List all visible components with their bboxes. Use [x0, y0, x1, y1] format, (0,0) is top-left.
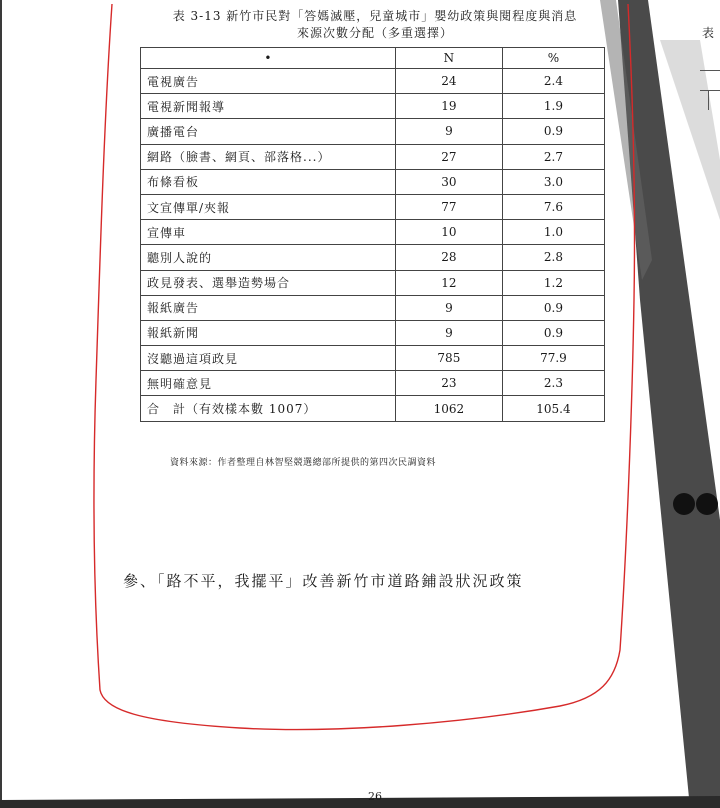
row-percent: 1.0 — [502, 220, 604, 245]
row-n: 9 — [395, 119, 502, 144]
row-n: 24 — [395, 69, 502, 94]
row-percent: 2.7 — [502, 144, 604, 169]
header-item-cell: • — [141, 48, 396, 69]
row-n: 9 — [395, 320, 502, 345]
row-item: 布條看板 — [141, 169, 396, 194]
row-percent: 1.2 — [502, 270, 604, 295]
row-item: 報紙新聞 — [141, 320, 396, 345]
row-percent: 2.3 — [502, 371, 604, 396]
header-n: N — [395, 48, 502, 69]
row-n: 19 — [395, 94, 502, 119]
row-item: 無明確意見 — [141, 371, 396, 396]
total-label: 合 計（有效樣本數 1007） — [141, 396, 396, 421]
row-item: 網路（臉書、網頁、部落格...） — [141, 144, 396, 169]
adjacent-page-fragment: 表 — [702, 26, 715, 40]
table-caption-line-2: 來源次數分配（多重選擇） — [296, 26, 453, 40]
row-n: 28 — [395, 245, 502, 270]
row-item: 報紙廣告 — [141, 295, 396, 320]
row-n: 30 — [395, 169, 502, 194]
row-n: 9 — [395, 295, 502, 320]
source-note: 資料來源：作者整理自林智堅競選總部所提供的第四次民調資料 — [170, 458, 437, 468]
row-item: 電視新聞報導 — [141, 94, 396, 119]
row-item: 沒聽過這項政見 — [141, 346, 396, 371]
row-item: 廣播電台 — [141, 119, 396, 144]
row-percent: 2.8 — [502, 245, 604, 270]
row-n: 12 — [395, 270, 502, 295]
row-item: 電視廣告 — [141, 69, 396, 94]
row-item: 聽別人說的 — [141, 245, 396, 270]
row-item: 文宣傳單/夾報 — [141, 194, 396, 219]
row-n: 785 — [395, 346, 502, 371]
row-percent: 2.4 — [502, 69, 604, 94]
row-percent: 7.6 — [502, 194, 604, 219]
row-item: 宣傳車 — [141, 220, 396, 245]
row-percent: 1.9 — [502, 94, 604, 119]
row-percent: 77.9 — [502, 346, 604, 371]
row-n: 27 — [395, 144, 502, 169]
row-n: 23 — [395, 371, 502, 396]
row-percent: 0.9 — [502, 119, 604, 144]
row-percent: 0.9 — [502, 295, 604, 320]
table-caption-line-1: 表 3-13 新竹市民對「答媽滅壓，兒童城市」嬰幼政策與閱程度與消息 — [172, 9, 578, 23]
section-heading: 參、「路不平，我擺平」改善新竹市道路鋪設狀況政策 — [123, 572, 524, 590]
row-percent: 3.0 — [502, 169, 604, 194]
row-item: 政見發表、選舉造勢場合 — [141, 270, 396, 295]
header-percent: % — [502, 48, 604, 69]
row-n: 77 — [395, 194, 502, 219]
row-n: 10 — [395, 220, 502, 245]
total-percent: 105.4 — [502, 396, 604, 421]
row-percent: 0.9 — [502, 320, 604, 345]
page-number: 26 — [368, 790, 382, 803]
total-n: 1062 — [395, 396, 502, 421]
